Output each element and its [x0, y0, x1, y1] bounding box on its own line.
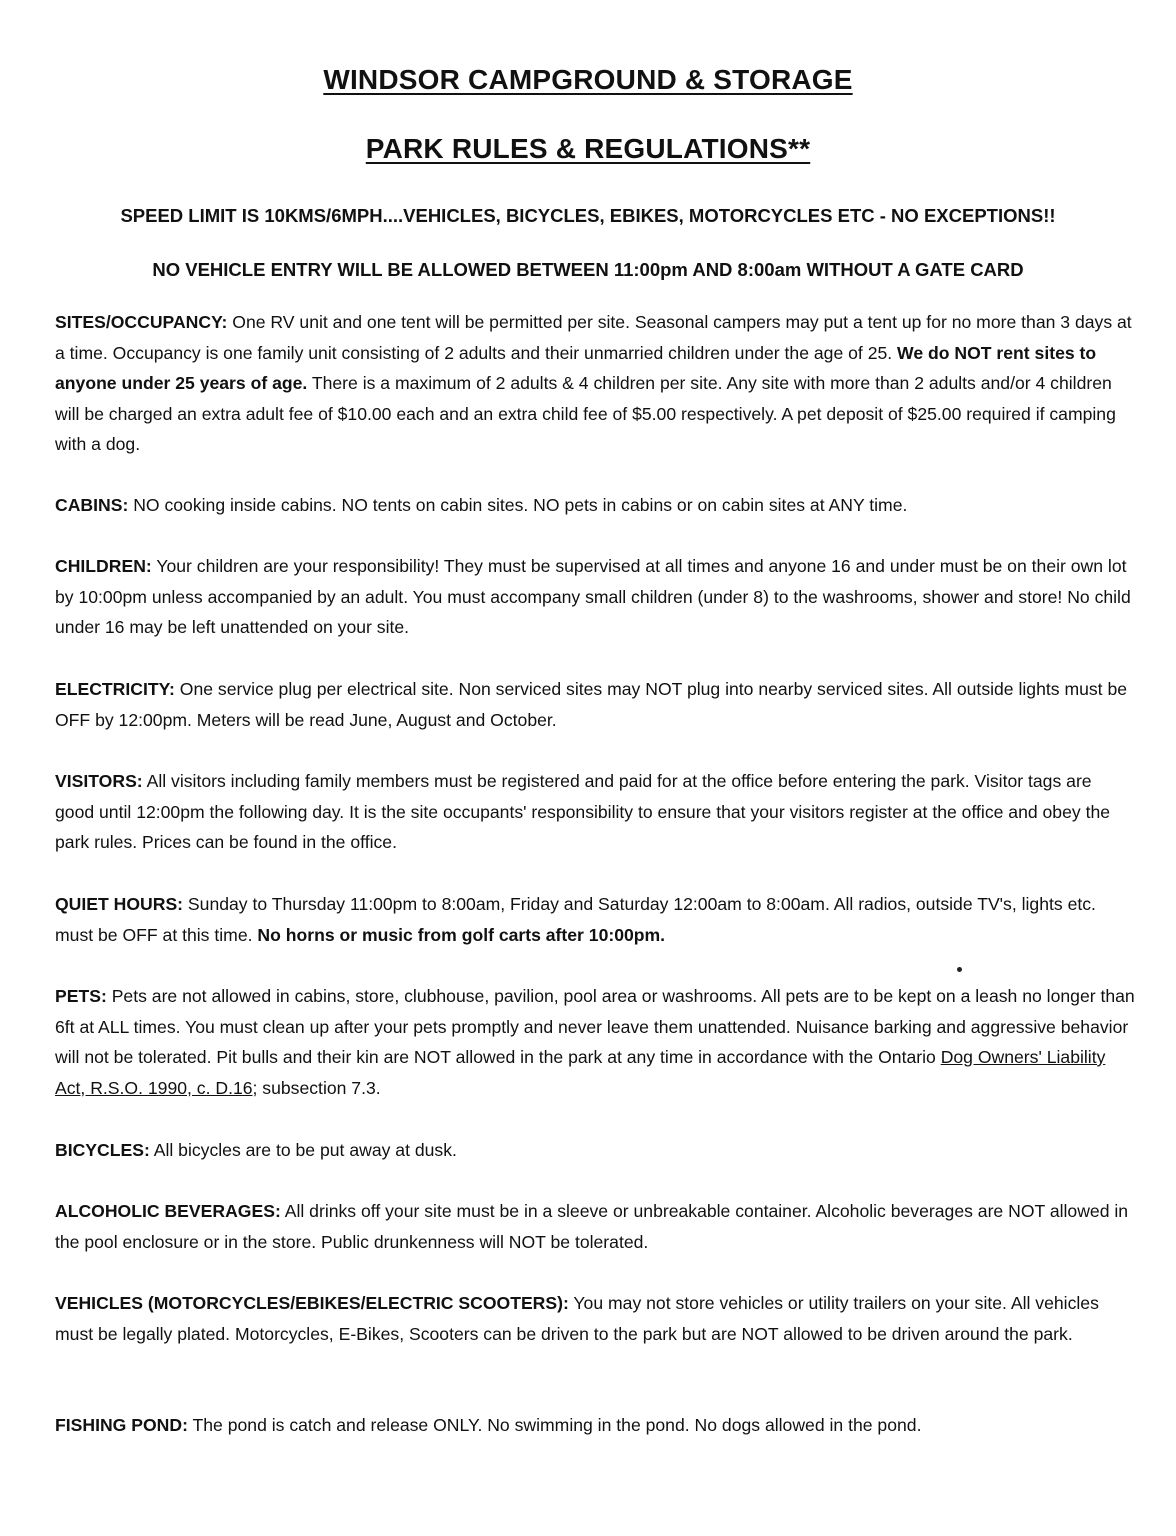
- rule-heading: ELECTRICITY:: [55, 679, 175, 699]
- rule-text: There is a maximum of 2 adults & 4 children per site. Any site with more than 2 adults and/or 4 children will be charged an extra adult fee of $10.00 each and an extra child fee of $5.00 respectively. A pet deposit of $25.00 required if camping with a dog.: [55, 373, 1116, 454]
- rule-fishing-pond: [55, 1410, 1135, 1441]
- rule-quiet-hours: [55, 889, 1135, 950]
- rule-text: Your children are your responsibility! They must be supervised at all times and anyone 16 and under must be on their own lot by 10:00pm unless accompanied by an adult. You must accompany small children (under 8) to the washrooms, shower and store! No child under 16 may be left unattended on your site.: [55, 556, 1131, 637]
- dog-owners-act-reference: Dog Owners' Liability Act, R.S.O. 1990, c. D.16: [55, 1047, 1106, 1098]
- rule-text: You may not store vehicles or utility trailers on your site. All vehicles must be legally plated. Motorcycles, E-Bikes, Scooters can be driven to the park but are NOT allowed to be driven around the park.: [55, 1293, 1099, 1344]
- rule-text: NO cooking inside cabins. NO tents on cabin sites. NO pets in cabins or on cabin sites at ANY time.: [128, 495, 908, 515]
- rule-heading: CHILDREN:: [55, 556, 152, 576]
- rule-sites-occupancy: [55, 307, 1135, 460]
- rule-text: The pond is catch and release ONLY. No swimming in the pond. No dogs allowed in the pond.: [187, 1415, 922, 1435]
- rule-bicycles: [55, 1135, 1135, 1166]
- rule-vehicles: [55, 1288, 1135, 1349]
- speed-limit-notice: SPEED LIMIT IS 10KMS/6MPH....VEHICLES, BICYCLES, EBIKES, MOTORCYCLES ETC - NO EXCEPTIONS!!: [120, 205, 1056, 226]
- rule-text: Sunday to Thursday 11:00pm to 8:00am, Friday and Saturday 12:00am to 8:00am. All radios, outside TV's, lights etc. must be OFF at this time.: [55, 894, 1096, 945]
- rule-heading: FISHING POND:: [55, 1415, 188, 1435]
- rule-text: ; subsection 7.3.: [252, 1077, 381, 1098]
- rule-text: All bicycles are to be put away at dusk.: [149, 1140, 457, 1160]
- rule-heading: PETS:: [55, 986, 107, 1006]
- document-title: WINDSOR CAMPGROUND & STORAGE: [323, 64, 853, 95]
- rule-heading: SITES/OCCUPANCY:: [55, 312, 228, 332]
- rule-electricity: [55, 674, 1135, 735]
- rule-text: All drinks off your site must be in a sleeve or unbreakable container. Alcoholic beverages are NOT allowed in the pool enclosure or in the store. Public drunkenness will NOT be tolerated.: [55, 1201, 1129, 1252]
- rule-text: Pets are not allowed in cabins, store, clubhouse, pavilion, pool area or washrooms. All pets are to be kept on a leash no longer than 6ft at ALL times. You must clean up after your pets promptly and never leave them unattended. Nuisance barking and aggressive behavior will not be tolerated. Pit bulls and their kin are NOT allowed in the park at any time in accordance with the Ontario: [55, 986, 1135, 1067]
- rule-alcoholic-beverages: [55, 1196, 1135, 1257]
- document-subtitle: PARK RULES & REGULATIONS**: [365, 133, 811, 164]
- rule-pets: [55, 981, 1135, 1103]
- scan-speck: [957, 967, 962, 972]
- rule-bold-text: No horns or music from golf carts after 10:00pm.: [257, 924, 666, 945]
- rule-heading: VISITORS:: [55, 771, 143, 791]
- gate-card-notice: NO VEHICLE ENTRY WILL BE ALLOWED BETWEEN 11:00pm AND 8:00am WITHOUT A GATE CARD: [152, 259, 1024, 280]
- rule-text: All visitors including family members must be registered and paid for at the office before entering the park. Visitor tags are good until 12:00pm the following day. It is the site occupants' responsibility to ensure that your visitors register at the office and obey the park rules. Prices can be found in the office.: [55, 771, 1111, 852]
- rule-heading: BICYCLES:: [55, 1140, 150, 1160]
- rule-heading: CABINS:: [55, 495, 129, 515]
- rule-heading: ALCOHOLIC BEVERAGES:: [55, 1201, 281, 1221]
- rule-visitors: [55, 766, 1135, 858]
- rule-heading: QUIET HOURS:: [55, 894, 184, 914]
- rule-heading: VEHICLES (MOTORCYCLES/EBIKES/ELECTRIC SCOOTERS):: [55, 1293, 569, 1313]
- rule-text: One RV unit and one tent will be permitted per site. Seasonal campers may put a tent up for no more than 3 days at a time. Occupancy is one family unit consisting of 2 adults and their unmarried children under the age of 25.: [55, 312, 1132, 363]
- rule-cabins: [55, 490, 1135, 521]
- rule-text: One service plug per electrical site. Non serviced sites may NOT plug into nearby serviced sites. All outside lights must be OFF by 12:00pm. Meters will be read June, August and October.: [55, 679, 1128, 730]
- rule-children: [55, 551, 1135, 643]
- rule-bold-text: We do NOT rent sites to anyone under 25 years of age.: [55, 342, 1097, 393]
